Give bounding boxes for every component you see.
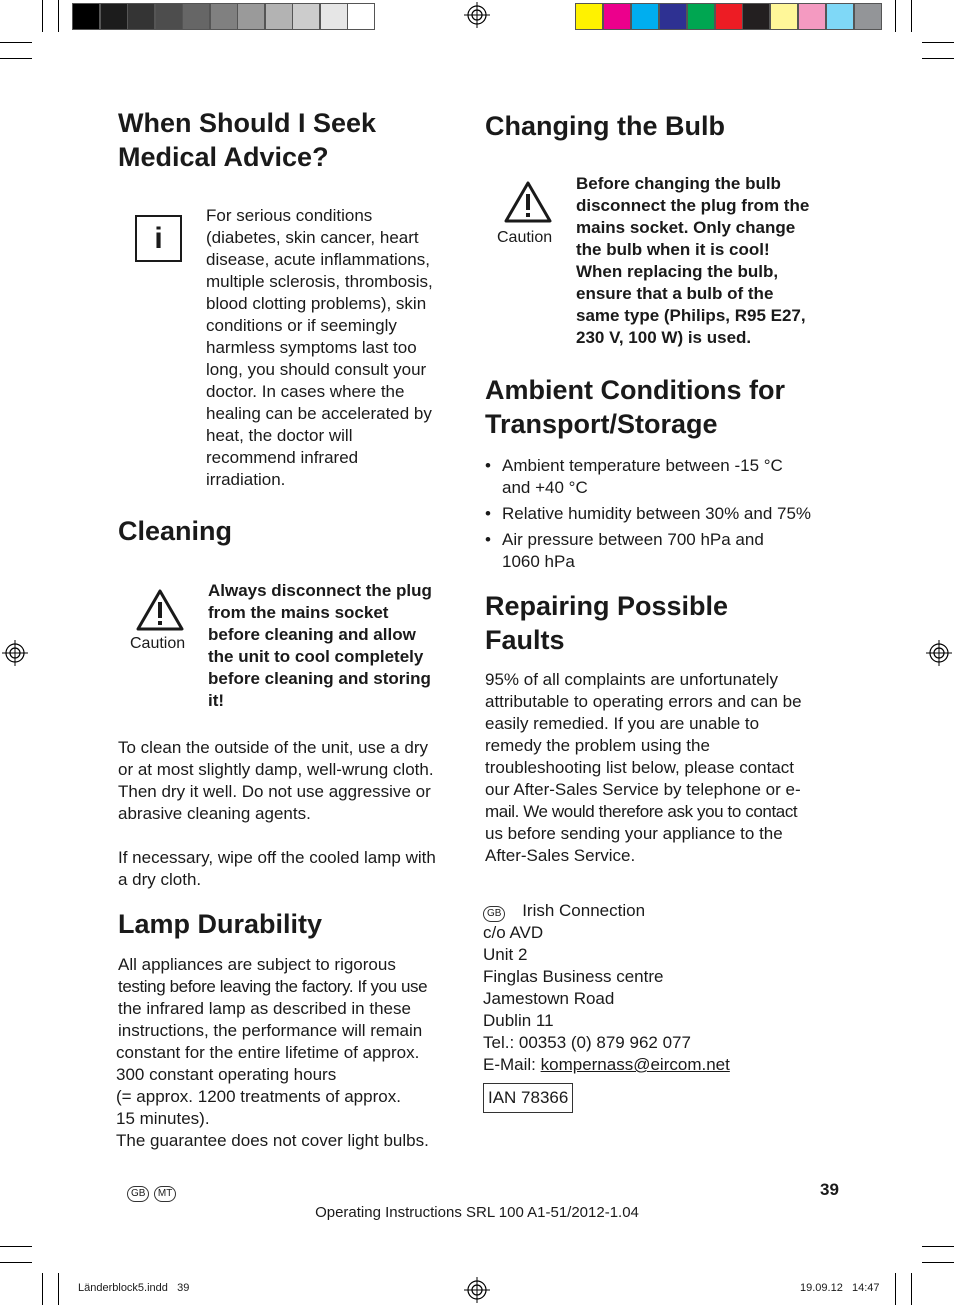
text-line: When replacing the bulb, bbox=[576, 262, 779, 281]
text-line: easily remedied. If you are unable to bbox=[485, 714, 760, 733]
text-line: long, you should consult your bbox=[206, 360, 427, 379]
crop-mark bbox=[42, 1273, 43, 1305]
gray-swatch bbox=[292, 3, 320, 30]
text-line: from the mains socket bbox=[208, 603, 389, 622]
color-swatch bbox=[798, 3, 826, 30]
list-item bbox=[485, 455, 811, 499]
text-line: abrasive cleaning agents. bbox=[118, 804, 311, 823]
gray-swatch bbox=[320, 3, 348, 30]
country-badge: GB bbox=[483, 906, 505, 922]
crop-mark bbox=[42, 0, 43, 32]
text-line: mains socket. Only change bbox=[576, 218, 796, 237]
text-line: The guarantee does not cover light bulbs. bbox=[116, 1131, 429, 1150]
color-swatch bbox=[631, 3, 659, 30]
crop-mark bbox=[58, 0, 59, 32]
caution-label: Caution bbox=[497, 229, 553, 246]
warning-triangle-icon bbox=[503, 180, 553, 224]
gray-swatch bbox=[265, 3, 293, 30]
text-line: Always disconnect the plug bbox=[208, 581, 432, 600]
text-line: Relative humidity between 30% and 75% bbox=[502, 504, 812, 523]
address-line: c/o AVD bbox=[483, 923, 544, 942]
crop-mark bbox=[0, 42, 32, 43]
section-title-durability: Lamp Durability bbox=[118, 909, 323, 939]
section-title-ambient bbox=[485, 373, 785, 441]
color-swatch bbox=[770, 3, 798, 30]
phone-line: Tel.: 00353 (0) 879 962 077 bbox=[483, 1033, 691, 1052]
text-line: instructions, the performance will remain bbox=[118, 1021, 423, 1040]
text-line: 15 minutes). bbox=[116, 1109, 210, 1128]
crop-mark bbox=[922, 42, 954, 43]
ian-box bbox=[483, 1083, 573, 1113]
title-line: When Should I Seek bbox=[118, 108, 377, 138]
address-line: Unit 2 bbox=[483, 945, 528, 964]
gray-swatch bbox=[155, 3, 183, 30]
text-line: ensure that a bulb of the bbox=[576, 284, 774, 303]
bullet-icon: • bbox=[485, 530, 491, 549]
text-line: us before sending your appliance to the bbox=[485, 824, 783, 843]
color-swatch bbox=[687, 3, 715, 30]
text-line: a dry cloth. bbox=[118, 870, 202, 889]
cleaning-paragraph bbox=[118, 737, 434, 825]
text-line: our After-Sales Service by telephone or e- bbox=[485, 780, 801, 799]
section-title-cleaning: Cleaning bbox=[118, 516, 233, 546]
list-item bbox=[485, 503, 811, 525]
gray-swatch bbox=[127, 3, 155, 30]
page-number: 39 bbox=[820, 1180, 839, 1199]
color-swatch bbox=[742, 3, 770, 30]
text-line: conditions or if seemingly bbox=[206, 316, 397, 335]
language-badge: GB bbox=[127, 1186, 149, 1202]
text-line: healing can be accelerated by bbox=[206, 404, 432, 423]
text-line: same type (Philips, R95 E27, bbox=[576, 306, 806, 325]
ambient-list bbox=[485, 455, 811, 577]
text-line: the unit to cool completely bbox=[208, 647, 424, 666]
text-line: 95% of all complaints are unfortunately bbox=[485, 670, 778, 689]
section-title-repair bbox=[485, 589, 728, 657]
registration-mark-icon bbox=[2, 640, 28, 666]
text-line: For serious conditions bbox=[206, 206, 373, 225]
text-line: remedy the problem using the bbox=[485, 736, 710, 755]
gray-swatch bbox=[72, 3, 100, 30]
text-line: multiple sclerosis, thrombosis, bbox=[206, 272, 433, 291]
address-line: Finglas Business centre bbox=[483, 967, 664, 986]
warning-triangle-icon bbox=[135, 588, 185, 632]
bullet-icon: • bbox=[485, 504, 491, 523]
color-swatch bbox=[826, 3, 854, 30]
color-swatch bbox=[715, 3, 743, 30]
durability-text bbox=[118, 954, 427, 1042]
crop-mark bbox=[0, 1246, 32, 1247]
crop-mark bbox=[0, 58, 32, 59]
email-label: E-Mail: bbox=[483, 1055, 541, 1074]
title-line: Medical Advice? bbox=[118, 142, 329, 172]
text-line: heat, the doctor will bbox=[206, 426, 353, 445]
email-row bbox=[483, 1054, 730, 1076]
contact-company-row bbox=[483, 900, 730, 922]
medical-text bbox=[206, 205, 433, 491]
crop-mark bbox=[911, 0, 912, 32]
crop-mark bbox=[922, 1262, 954, 1263]
crop-mark bbox=[895, 1273, 896, 1305]
text-line: blood clotting problems), skin bbox=[206, 294, 427, 313]
text-line: If necessary, wipe off the cooled lamp with bbox=[118, 848, 436, 867]
gray-swatch bbox=[210, 3, 238, 30]
slug-file-info: Länderblock5.indd 39 bbox=[78, 1282, 190, 1294]
text-line: 300 constant operating hours bbox=[116, 1065, 337, 1084]
crop-mark bbox=[922, 1246, 954, 1247]
language-badge: MT bbox=[154, 1186, 176, 1202]
crop-mark bbox=[58, 1273, 59, 1305]
text-line: the bulb when it is cool! bbox=[576, 240, 770, 259]
color-swatch bbox=[659, 3, 687, 30]
text-line: 230 V, 100 W) is used. bbox=[576, 328, 752, 347]
info-icon bbox=[135, 215, 182, 262]
title-line: Repairing Possible bbox=[485, 591, 729, 621]
registration-mark-icon bbox=[464, 2, 490, 28]
text-line: (diabetes, skin cancer, heart bbox=[206, 228, 419, 247]
text-line: attributable to operating errors and can be bbox=[485, 692, 802, 711]
gray-swatch bbox=[237, 3, 265, 30]
text-line: testing before leaving the factory. If you use bbox=[118, 977, 428, 996]
document-reference: Operating Instructions SRL 100 A1-51/2012-1.04 bbox=[315, 1204, 639, 1221]
gray-swatch bbox=[347, 3, 375, 30]
slug-date-info: 19.09.12 14:47 bbox=[800, 1282, 880, 1294]
text-line: before cleaning and allow bbox=[208, 625, 416, 644]
text-line: Ambient temperature between -15 °C bbox=[502, 456, 783, 475]
color-swatch bbox=[854, 3, 882, 30]
repair-text bbox=[485, 669, 802, 867]
text-line: disease, acute inflammations, bbox=[206, 250, 430, 269]
text-line: After-Sales Service. bbox=[485, 846, 636, 865]
text-line: and +40 °C bbox=[502, 478, 588, 497]
bulb-warning bbox=[576, 173, 809, 349]
text-line: troubleshooting list below, please contact bbox=[485, 758, 795, 777]
caution-label: Caution bbox=[130, 635, 186, 652]
registration-mark-icon bbox=[926, 640, 952, 666]
text-line: irradiation. bbox=[206, 470, 286, 489]
text-line: constant for the entire lifetime of approx. bbox=[116, 1043, 420, 1062]
contact-block bbox=[483, 900, 730, 1076]
crop-mark bbox=[0, 1262, 32, 1263]
company-name: Irish Connection bbox=[522, 901, 646, 920]
text-line: disconnect the plug from the bbox=[576, 196, 810, 215]
language-badges bbox=[127, 1183, 176, 1202]
text-line: recommend infrared bbox=[206, 448, 359, 467]
text-line: To clean the outside of the unit, use a dry bbox=[118, 738, 428, 757]
text-line: mail. We would therefore ask you to contact bbox=[485, 802, 798, 821]
text-line: (= approx. 1200 treatments of approx. bbox=[116, 1087, 401, 1106]
text-line: All appliances are subject to rigorous bbox=[118, 955, 396, 974]
bullet-icon: • bbox=[485, 456, 491, 475]
registration-mark-icon bbox=[464, 1277, 490, 1303]
crop-mark bbox=[911, 1273, 912, 1305]
text-line: 1060 hPa bbox=[502, 552, 575, 571]
text-line: Then dry it well. Do not use aggressive or bbox=[118, 782, 431, 801]
text-line: Before changing the bulb bbox=[576, 174, 781, 193]
text-line: or at most slightly damp, well-wrung cloth. bbox=[118, 760, 434, 779]
section-title-bulb: Changing the Bulb bbox=[485, 111, 725, 141]
color-swatch bbox=[575, 3, 603, 30]
durability-text bbox=[116, 1042, 429, 1152]
gray-swatch bbox=[100, 3, 128, 30]
list-item bbox=[485, 529, 811, 573]
text-line: the infrared lamp as described in these bbox=[118, 999, 411, 1018]
gray-swatch bbox=[182, 3, 210, 30]
email-link[interactable]: kompernass@eircom.net bbox=[540, 1055, 730, 1074]
crop-mark bbox=[895, 0, 896, 32]
text-line: it! bbox=[208, 691, 225, 710]
color-swatch bbox=[603, 3, 631, 30]
text-line: harmless symptoms last too bbox=[206, 338, 417, 357]
address-line: Jamestown Road bbox=[483, 989, 615, 1008]
crop-mark bbox=[922, 58, 954, 59]
title-line: Faults bbox=[485, 625, 565, 655]
text-line: before cleaning and storing bbox=[208, 669, 431, 688]
text-line: Air pressure between 700 hPa and bbox=[502, 530, 764, 549]
section-title-medical bbox=[118, 106, 376, 174]
cleaning-paragraph bbox=[118, 847, 436, 891]
title-line: Transport/Storage bbox=[485, 409, 718, 439]
address-line: Dublin 11 bbox=[483, 1011, 554, 1030]
title-line: Ambient Conditions for bbox=[485, 375, 785, 405]
text-line: doctor. In cases where the bbox=[206, 382, 405, 401]
ian-number: IAN 78366 bbox=[488, 1088, 569, 1107]
info-icon-glyph: i bbox=[154, 221, 163, 255]
cleaning-warning bbox=[208, 580, 432, 712]
